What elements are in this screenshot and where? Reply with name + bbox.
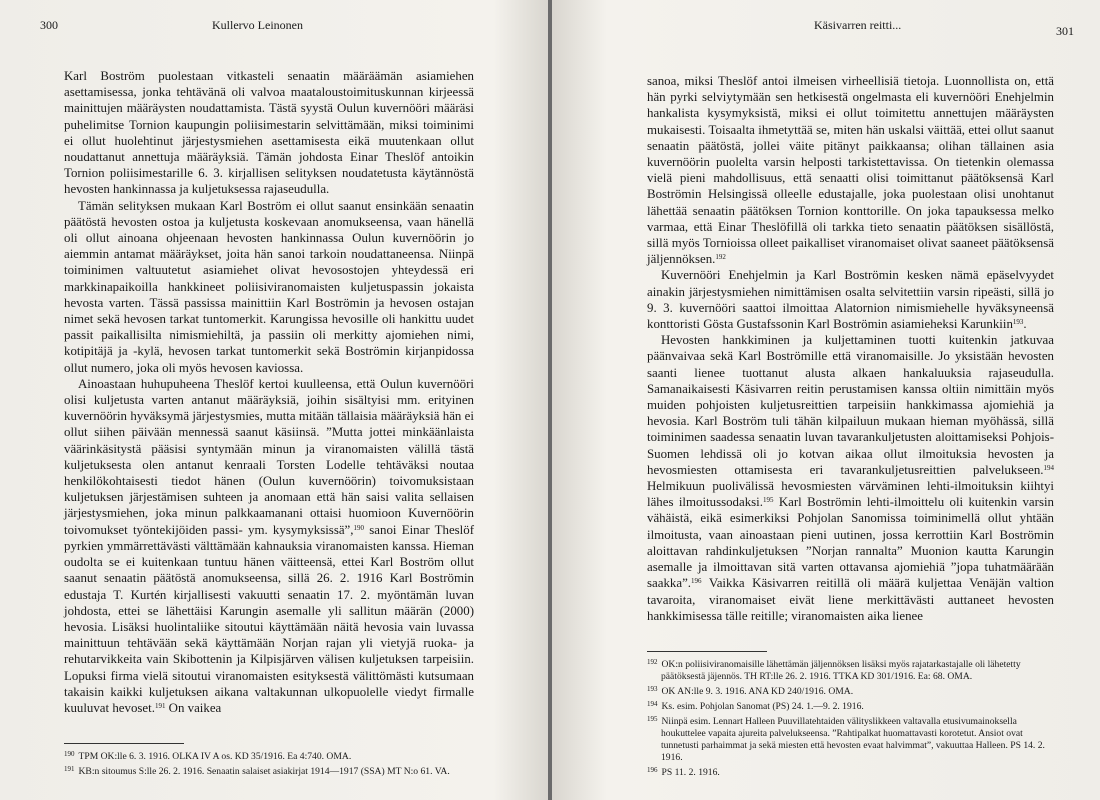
footnote-ref: 193 <box>1012 318 1024 327</box>
footnote-divider <box>647 651 767 652</box>
paragraph: Kuvernööri Enehjelmin ja Karl Boströmin kesken nämä epäselvyydet ainakin järjestysmiehen nimittämisen osalta selvitettiin varsin ripeästi, sillä jo 9. 3. kuvernööri saattoi ilmoittaa Alatornion nimismiehelle hyväksyneensä konttoristi Gösta Gustafssonin Karl Boströmin asiamieheksi Karunkiin$^{193}$. <box>647 268 1054 332</box>
body-text <box>647 73 1054 624</box>
footnote: $^{193}$ OK AN:lle 9. 3. 1916. ANA KD 240/1916. OMA. <box>647 685 854 697</box>
running-head: Käsivarren reitti... <box>814 18 902 32</box>
footnote: $^{190}$ TPM OK:lle 6. 3. 1916. OLKA IV A os. KD 35/1916. Ea 4:740. OMA. <box>64 750 352 762</box>
body-text <box>64 68 474 716</box>
paragraph: Ainoastaan huhupuheena Theslöf kertoi kuulleensa, että Oulun kuvernööri olisi kuljetusta varten antanut määräyksiä, joihin sisältyisi mm. erityinen kuvernöörin hyväksymä järjestysmies, mutta mitään tällaisia määräyksiä hän ei ollut siihen päivään mennessä saanut käsiinsä. ”Mutta jottei minkäänlaista väärinkäsitystä pääsisi syntymään minun ja viranomaisten välillä tästä kuljetuksesta olen antanut kenraali Torsten Lodelle tehtäväksi noutaa henkilökohtaisesti tiedot hänen (Oulun kuvernöörin) toivomuksistaan kuljetuksen järjestämisen suhteen ja anomaan että hän saisi valita sellaisen järjestysmiehen, joka minun palkkaamanani ottaisi huomioon Kuvernöörin toivomukset työntekijöiden passi- ym. kysymyksissä”,$^{190}$ sanoi Einar Theslöf pyrkien ymmärrettävästi välttämään kahnauksia viranomaisten kanssa. Hieman oudolta se ei kuitenkaan tuntuu hänen väitteensä, ettei Karl Boström ollut saanut senaatin päätöstä anomukseensa, sillä 26. 2. 1916 Karl Boströmin edustaja T. Kurtén kirjallisesti vakuutti senaatin 17. 2. myöntämän luvan johdosta, ettei se lähettäisi Karungin asemalle yli sallitun määrän (2000) hevosia. Lisäksi huolintaliike sitoutui käyttämään näitä hevosia vain luvassa mainittuun tehtävään sekä käyttämään Norjan rajan yli vietyjä ruoka- ja rehutarvikkeita vain Skibottenin ja Kilpisjärven välisen kuljetuksen tarpeisiin. Lopuksi firma vielä sitoutui viranomaisten esityksestä välittömästi kutsumaan takaisin kaikki kuljetuksen aikana valtakunnan ulkopuolelle viedyt firmalle kuuluvat hevoset.$^{191}$ On vaikea <box>64 376 475 715</box>
page-number: 301 <box>1056 24 1074 38</box>
footnote: $^{196}$ PS 11. 2. 1916. <box>647 766 720 778</box>
left-page <box>0 0 548 800</box>
running-head: Kullervo Leinonen <box>212 18 303 32</box>
page-number: 300 <box>40 18 58 32</box>
footnote-ref: 192 <box>715 253 726 262</box>
footnote-ref: 195 <box>762 496 774 505</box>
footnote: $^{195}$ Niinpä esim. Lennart Halleen Puuvillatehtaiden välityslikkeen valtavalla etusivumainoksella houkuttelee vapaita ajureita palvelukseensa. ”Rahtipalkat huomattavasti korotetut. Ansiot ovat tunnetusti parhaimmat ja sekä miesten että hevosten evaat halvimmat”, vakuuttaa Halleen. PS 14. 2. 1916. <box>647 715 1045 763</box>
footnotes <box>64 748 474 778</box>
footnote-ref: 196 <box>691 577 702 586</box>
right-page <box>552 0 1100 800</box>
footnote: $^{194}$ Ks. esim. Pohjolan Sanomat (PS) 24. 1.—9. 2. 1916. <box>647 700 864 712</box>
paragraph: Hevosten hankkiminen ja kuljettaminen tuotti kuitenkin jatkuvaa päänvaivaa sekä Karl Boströmille että viranomaisille. Jo yksistään hevosten saanti lienee tuottanut alusta alkaen hankaluuksia rajaseudulla. Samanaikaisesti Käsivarren reitin perustamisen kanssa oltiin nimittäin myös muiden pohjoisten kuljetusreittien tarpeisiin hankkimassa ajomiehiä ja hevosia. Karl Boström tuli tähän kilpailuun mukaan hieman myöhässä, sillä toiminimen saadessa senaatin luvan tavarankuljetusten aloittamiseksi Pohjois-Suomen lehdissä oli jo kotvan aikaa ollut ilmoituksia hevosten ja hevosmiesten ottamisesta eri tavarankuljetusreittien palvelukseen.$^{194}$ Helmikuun puolivälissä hevosmiesten värväminen lehti-ilmoituksin kiihtyi lähes ilmoitussodaksi.$^{195}$ Karl Boströmin lehti-ilmoittelu oli kuitenkin varsin vähäistä, eikä esimerkiksi Pohjolan Sanomissa toiminimellä ollut yhtään ilmoitusta, vaan ainoastaan pieni uutinen, jossa kerrottiin Karl Boströmin aloittavan rahdinkuljetuksen ”Norjan rannalta” Muonion kautta Karungin asemalle ja ilmoittavan sitä varten ottavansa ajomiehiä ”jopa tuhatmäärään saakka”.$^{196}$ Vaikka Käsivarren reitillä oli määrä kuljettaa Venäjän valtion tavaroita, viranomaiset eivät liene merkittävästi auttaneet hevosten hankkimisessa tälle reitille; viranomaisten aika lienee <box>647 333 1054 623</box>
footnotes <box>647 656 1054 779</box>
footnote: $^{192}$ OK:n poliisiviranomaisille lähettämän jäljennöksen lisäksi myös rajatarkastajalle oli lähetetty päätöksestä jäjennös. TH RT:lle 26. 2. 1916. TTKA KD 301/1916. Ea: 68. OMA. <box>647 658 1021 682</box>
footnote-ref: 194 <box>1043 463 1054 472</box>
paragraph: Tämän selityksen mukaan Karl Boström ei ollut saanut ensinkään senaatin päätöstä hevosten ostoa ja kuljetusta koskevaan anomukseensa, vaan hänellä oli ollut ainoana ohjeenaan hevosten hankinnassa Oulun kuvernöörin jo aiemmin antamat määräykset, joita hän sanoi tarkoin noudattaneensa. Niinpä toiminimen valtuutetut asiamiehet olivat hevosostojen yhteydessä eri markkinapaikoilla hankkineet poliisiviranomaisten kuljetuspassin jokaista hevosta varten. Tässä passissa mainittiin Karl Boströmin ja hevosen ostajan nimet sekä hevosen tarkat tuntomerkit. Karungissa hevosille oli hankittu uudet passit paikallisilta nimismiehiltä, ja passiin oli merkitty ajomiehen nimi, kotipitäjä ja -kylä, hevosen tarkat tuntomerkit sekä Boströmin kirjanpidossa ollut numero, joka oli myös hevosen kaviossa. <box>64 198 474 375</box>
footnote-ref: 190 <box>353 523 365 532</box>
footnote: $^{191}$ KB:n sitoumus S:lle 26. 2. 1916. Senaatin salaiset asiakirjat 1914—1917 (SSA) MT N:o 61. VA. <box>64 765 450 777</box>
paragraph: sanoa, miksi Theslöf antoi ilmeisen virheellisiä tietoja. Luonnollista on, että hän pyrki selviytymään sen hetkisestä ongelmasta eli kuvernööri Enehjelmin hankalista kysymyksistä, miksi ei ollut toimitettu annettujen määräysten mukaisesti. Toisaalta ihmetyttää se, miten hän uskalsi väittää, ettei ollut saanut senaatin päätöstä, jollei väite pitänyt paikkaansa; olihan tällainen asia kuvernöörin puolelta varsin helposti tarkistettavissa. On tietenkin olemassa vielä pieni mahdollisuus, että senaatti olisi toimittanut päätöksensä Karl Boströmin Helsingissä olleelle edustajalle, joka puolestaan olisi unohtanut lähettää senaatin päätöksen Tornion konttorille. On joka tapauksessa melko varmaa, että Einar Theslöfillä oli tarkka tieto senaatin päätöksen sisällöstä, sillä myös Tornioissa olleet paikalliset viranomaiset olivat saaneet päätöksensä jäljennöksen.$^{192}$ <box>647 74 1054 267</box>
footnote-ref: 191 <box>154 701 166 710</box>
paragraph: Karl Boström puolestaan vitkasteli senaatin määräämän asiamiehen asettamisessa, jonka tehtävänä oli valvoa maataloustoimituskunnan kirjeessä mainittujen määräysten noudattamista. Tästä syystä Oulun kuvernööri määräsi puhelimitse Tornion kaupungin poliisimestarin selvittämään, miksi toiminimi ei ollut huolehtinut järjestysmiehen asettamisesta eikä muutenkaan ollut noudattanut annettuja määräyksiä. Tämän johdosta Einar Theslöf antoikin Tornion poliisimestarille 6. 3. kirjallisen selityksen noudatetusta käytännöstä hevosten hankinnassa ja kuljetuksessa rajaseudulla. <box>64 69 474 197</box>
footnote-divider <box>64 743 184 744</box>
